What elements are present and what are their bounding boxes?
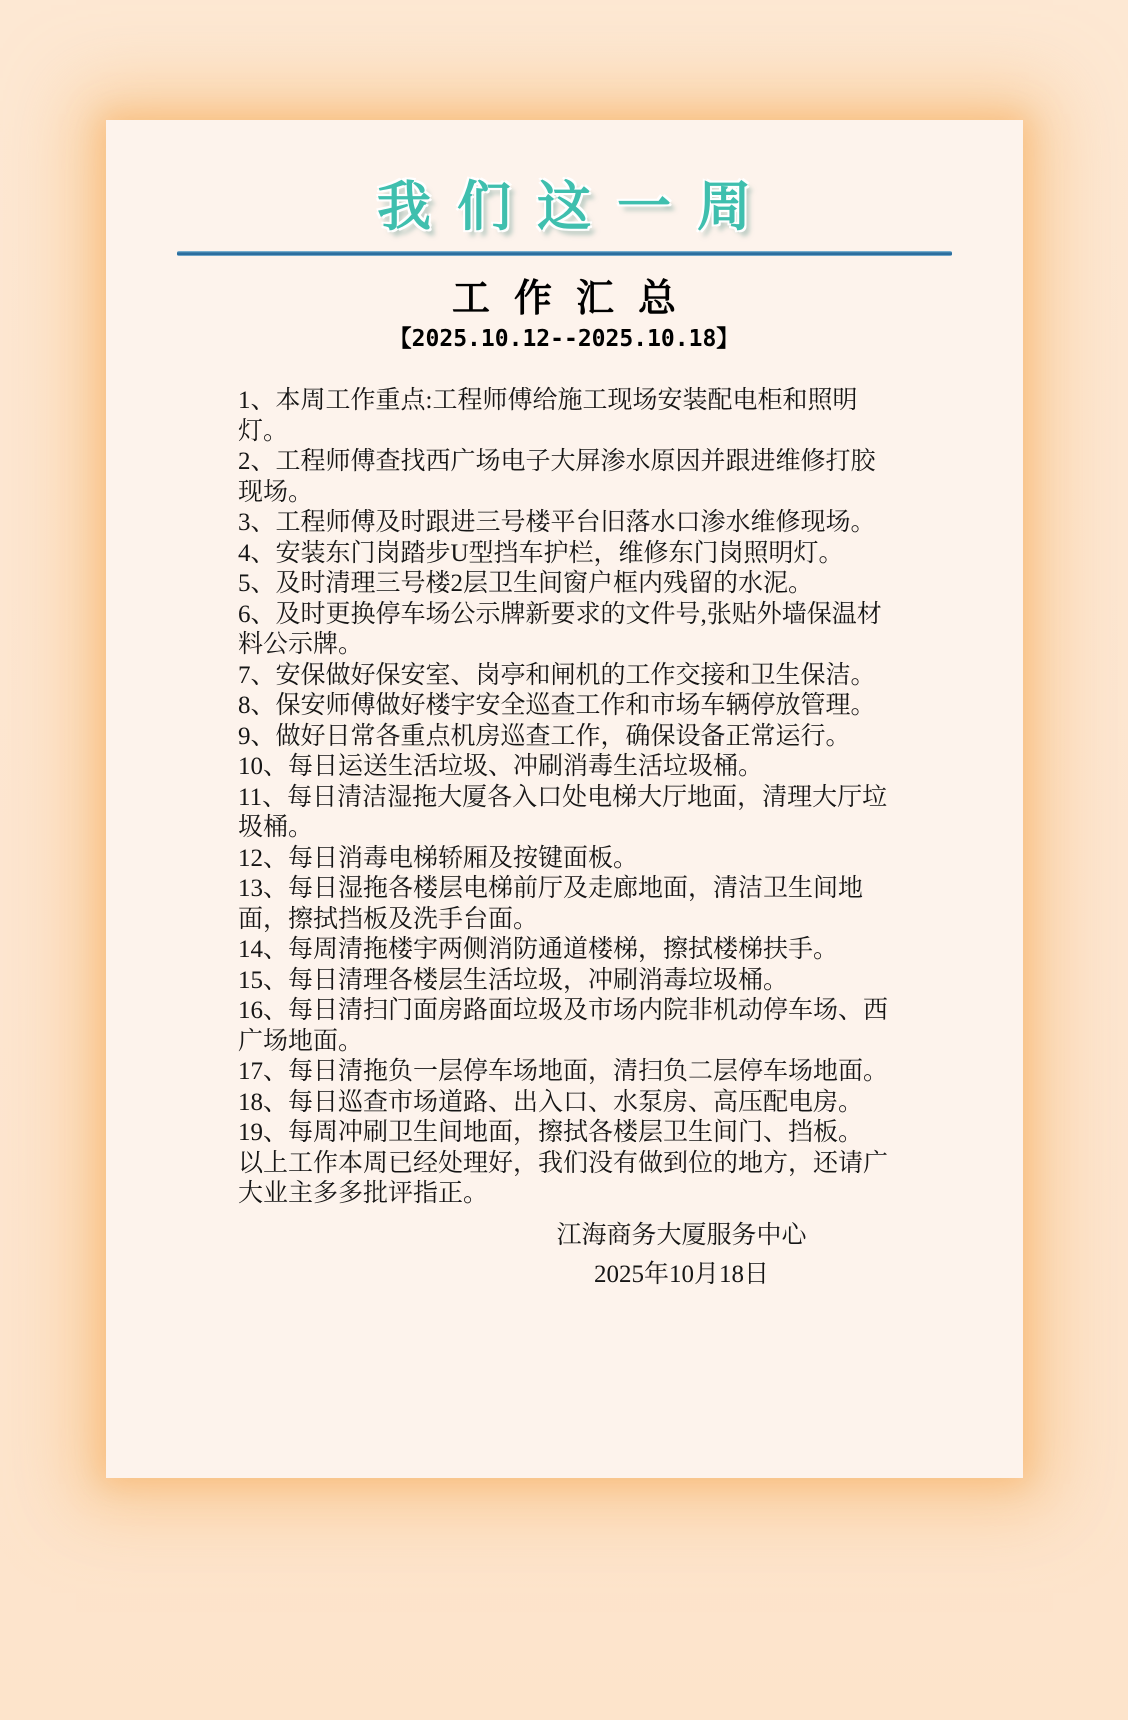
work-item: 7、安保做好保安室、岗亭和闸机的工作交接和卫生保洁。: [238, 661, 876, 689]
signature-date: 2025年10月18日: [593, 1260, 769, 1288]
work-item: 1、本周工作重点:工程师傅给施工现场安装配电柜和照明灯。: [238, 387, 858, 445]
work-item: 16、每日清扫门面房路面垃圾及市场内院非机动停车场、西广场地面。: [238, 997, 889, 1055]
work-item: 19、每周冲刷卫生间地面，擦拭各楼层卫生间门、挡板。: [238, 1119, 864, 1146]
work-item: 17、每日清拖负一层停车场地面，清扫负二层停车场地面。: [238, 1058, 889, 1085]
work-item: 4、安装东门岗踏步U型挡车护栏，维修东门岗照明灯。: [238, 539, 844, 567]
work-item: 14、每周清拖楼宇两侧消防通道楼梯，擦拭楼梯扶手。: [238, 936, 839, 963]
work-item: 11、每日清洁湿拖大厦各入口处电梯大厅地面，清理大厅垃圾桶。: [238, 783, 888, 841]
work-item: 9、做好日常各重点机房巡查工作，确保设备正常运行。: [238, 722, 851, 750]
work-summary-content: [238, 386, 890, 1294]
work-item: 5、及时清理三号楼2层卫生间窗户框内残留的水泥。: [238, 570, 814, 597]
work-item: 12、每日消毒电梯轿厢及按键面板。: [238, 844, 639, 872]
work-item: 2、工程师傅查找西广场电子大屏渗水原因并跟进维修打胶现场。: [238, 448, 876, 506]
work-item: 6、及时更换停车场公示牌新要求的文件号,张贴外墙保温材料公示牌。: [238, 600, 882, 658]
work-item: 15、每日清理各楼层生活垃圾，冲刷消毒垃圾桶。: [238, 966, 789, 994]
work-item: 8、保安师傅做好楼宇安全巡查工作和市场车辆停放管理。: [238, 692, 876, 719]
work-item: 3、工程师傅及时跟进三号楼平台旧落水口渗水维修现场。: [238, 509, 876, 536]
section-title: 工作汇总: [451, 276, 700, 320]
work-item: 10、每日运送生活垃圾、冲刷消毒生活垃圾桶。: [238, 753, 764, 780]
signature-block: [238, 1216, 890, 1294]
work-item: 13、每日湿拖各楼层电梯前厅及走廊地面，清洁卫生间地面，擦拭挡板及洗手台面。: [238, 875, 864, 933]
closing-remark: 以上工作本周已经处理好，我们没有做到位的地方，还请广大业主多多批评指正。: [238, 1149, 889, 1207]
work-items-list: [238, 386, 890, 1149]
page-background: [0, 120, 1128, 1720]
work-item: 18、每日巡查市场道路、出入口、水泵房、高压配电房。: [238, 1088, 864, 1116]
date-range: 【2025.10.12--2025.10.18】: [388, 326, 740, 352]
notice-card: [106, 120, 1023, 1478]
signature-org: 江海商务大厦服务中心: [556, 1221, 807, 1249]
title-divider: [177, 251, 952, 256]
banner-title: 我们这一周: [377, 175, 777, 238]
